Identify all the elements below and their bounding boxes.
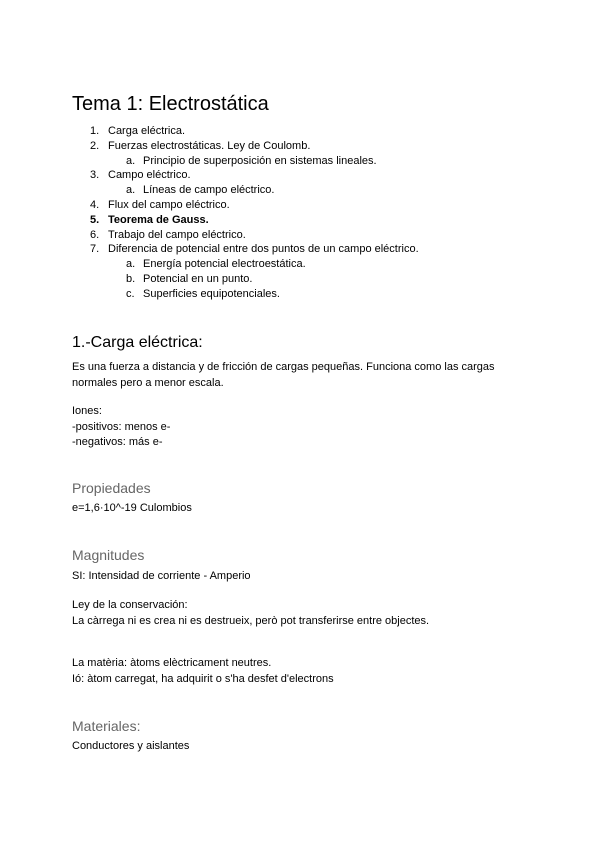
iones-label: Iones: [72, 405, 102, 417]
toc-item-label: Carga eléctrica. [108, 125, 186, 137]
toc-subitem [90, 287, 419, 302]
toc-subitem [90, 154, 419, 169]
toc-item-number: a. [126, 154, 136, 167]
toc-item [90, 198, 419, 213]
toc-item [90, 139, 419, 154]
section-heading-materiales: Materiales: [72, 718, 141, 734]
section-heading-magnitudes: Magnitudes [72, 547, 145, 563]
toc-item-number: 6. [90, 228, 100, 241]
toc-item-label: Trabajo del campo eléctrico. [108, 228, 246, 241]
paragraph-materia [72, 656, 532, 687]
toc-item [90, 124, 419, 139]
toc-subitem [90, 272, 419, 287]
toc-item-label: Teorema de Gauss. [108, 213, 209, 226]
toc-item [90, 213, 419, 228]
toc-item-label: Campo eléctrico. [108, 169, 191, 182]
io-text: Ió: àtom carregat, ha adquirit o s'ha desfet d'electrons [72, 672, 334, 685]
ley-label: Ley de la conservación: [72, 599, 188, 611]
materia-text: La matèria: àtoms elèctricament neutres. [72, 657, 272, 669]
charge-value: e=1,6·10^-19 Culombios [72, 502, 192, 514]
paragraph-intro [72, 360, 532, 391]
page-title: Tema 1: Electrostática [72, 93, 269, 115]
toc-item-label: Superficies equipotenciales. [143, 287, 280, 300]
toc-item-number: c. [126, 287, 135, 300]
toc-item-label: Líneas de campo eléctrico. [143, 184, 275, 197]
toc-item [90, 242, 419, 257]
toc-item [90, 168, 419, 183]
ley-text: La càrrega ni es crea ni es destrueix, però pot transferirse entre objectes. [72, 614, 430, 627]
toc-item-number: 4. [90, 198, 100, 211]
toc-item-label: Energía potencial electroestática. [143, 258, 306, 271]
toc-subitem [90, 257, 419, 272]
toc-item-number: a. [126, 258, 136, 271]
paragraph-line: normales pero a menor escala. [72, 376, 224, 389]
toc-item-label: Potencial en un punto. [143, 272, 253, 285]
toc-item [90, 228, 419, 243]
toc-item-label: Principio de superposición en sistemas lineales. [143, 154, 377, 167]
paragraph-line: Es una fuerza a distancia y de fricción de cargas pequeñas. Funciona como las cargas [72, 361, 495, 373]
paragraph-propiedades [72, 501, 532, 517]
paragraph-si [72, 569, 532, 585]
paragraph-materiales [72, 739, 532, 755]
toc-item-number: a. [126, 184, 136, 197]
section-heading-propiedades: Propiedades [72, 480, 151, 496]
table-of-contents [90, 124, 419, 302]
paragraph-iones [72, 404, 532, 451]
toc-item-number: 7. [90, 243, 100, 256]
paragraph-ley [72, 598, 532, 629]
toc-item-label: Fuerzas electrostáticas. Ley de Coulomb. [108, 139, 311, 152]
toc-item-label: Diferencia de potencial entre dos puntos de un campo eléctrico. [108, 243, 419, 256]
toc-item-number: b. [126, 272, 136, 285]
si-unit: SI: Intensidad de corriente - Amperio [72, 570, 251, 582]
toc-item-number: 2. [90, 139, 100, 152]
toc-item-number: 1. [90, 125, 100, 137]
materiales-text: Conductores y aislantes [72, 740, 190, 752]
iones-negative: -negativos: más e- [72, 436, 163, 448]
toc-subitem [90, 183, 419, 198]
section-heading-carga: 1.-Carga eléctrica: [72, 334, 203, 351]
toc-item-label: Flux del campo eléctrico. [108, 198, 230, 211]
toc-item-number: 5. [90, 213, 100, 226]
toc-item-number: 3. [90, 169, 100, 182]
iones-positive: -positivos: menos e- [72, 420, 171, 433]
